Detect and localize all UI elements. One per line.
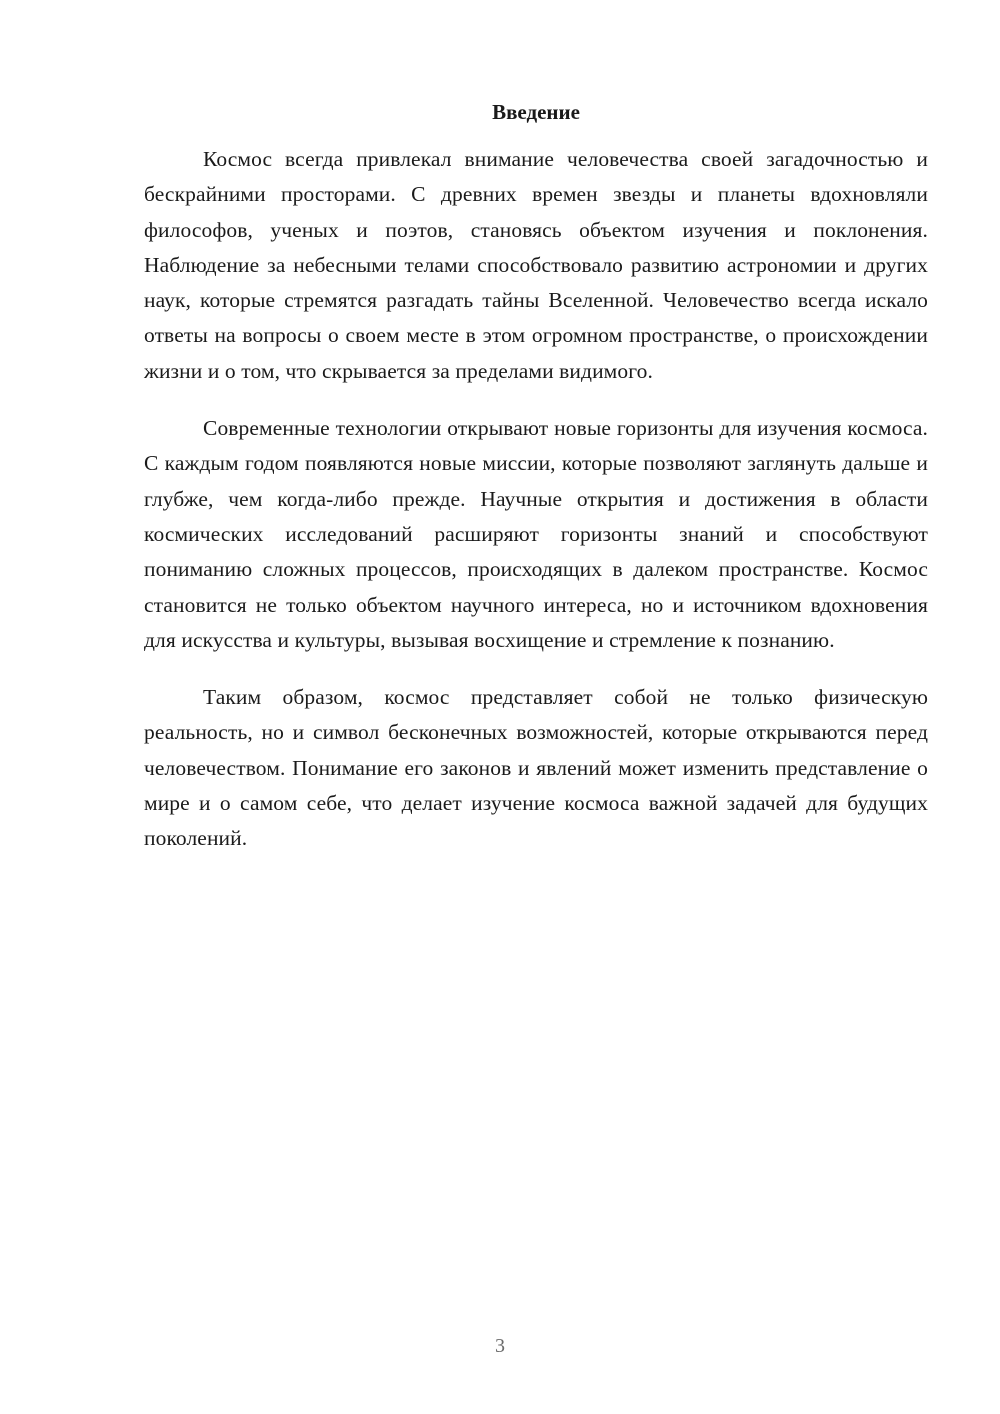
section-title: Введение xyxy=(492,100,580,124)
document-body xyxy=(144,142,928,879)
paragraph-1: Космос всегда привлекал внимание человечества своей загадочностью и бескрайними просторами. С древних времен звезды и планеты вдохновляли философов, ученых и поэтов, становясь объектом изучения и поклонения. Наблюдение за небесными телами способствовало развитию астрономии и других наук, которые стремятся разгадать тайны Вселенной. Человечество всегда искало ответы на вопросы о своем месте в этом огромном пространстве, о происхождении жизни и о том, что скрывается за пределами видимого. xyxy=(144,147,928,383)
paragraph-3: Таким образом, космос представляет собой не только физическую реальность, но и символ бесконечных возможностей, которые открываются перед человечеством. Понимание его законов и явлений может изменить представление о мире и о самом себе, что делает изучение космоса важной задачей для будущих поколений. xyxy=(144,685,928,851)
page-number: 3 xyxy=(495,1335,505,1357)
paragraph-2: Современные технологии открывают новые горизонты для изучения космоса. С каждым годом появляются новые миссии, которые позволяют заглянуть дальше и глубже, чем когда-либо прежде. Научные открытия и достижения в области космических исследований расширяют горизонты знаний и способствуют пониманию сложных процессов, происходящих в далеком пространстве. Космос становится не только объектом научного интереса, но и источником вдохновения для искусства и культуры, вызывая восхищение и стремление к познанию. xyxy=(144,416,928,652)
